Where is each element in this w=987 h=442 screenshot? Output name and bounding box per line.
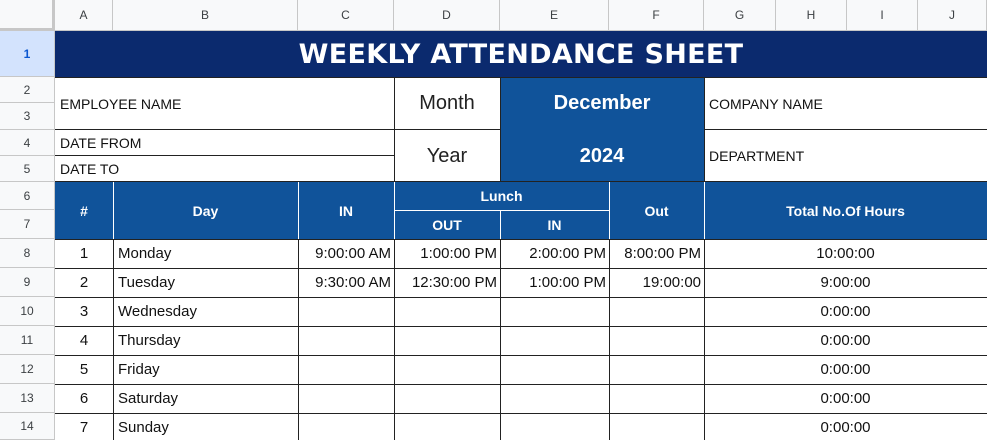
cell-out[interactable]: 19:00:00 xyxy=(642,274,701,291)
cell-day[interactable]: Tuesday xyxy=(118,274,175,291)
row-header-13[interactable]: 13 xyxy=(0,384,55,413)
row-header-12[interactable]: 12 xyxy=(0,355,55,384)
row-header-9[interactable]: 9 xyxy=(0,268,55,297)
select-all-corner[interactable] xyxy=(0,0,55,31)
month-label[interactable]: Month xyxy=(419,92,475,114)
column-header-e[interactable]: E xyxy=(500,0,609,31)
cell-total[interactable]: 10:00:00 xyxy=(816,245,875,262)
cell-lunch-out[interactable] xyxy=(394,326,500,355)
row-header-7[interactable]: 7 xyxy=(0,210,55,239)
cell-lunch-in[interactable] xyxy=(500,355,609,384)
header-number[interactable]: # xyxy=(55,182,113,239)
cell-lunch-in[interactable] xyxy=(500,384,609,413)
cell-lunch-in[interactable] xyxy=(500,326,609,355)
cell-total[interactable]: 9:00:00 xyxy=(820,274,871,291)
row-header-6[interactable]: 6 xyxy=(0,182,55,210)
cell-in[interactable] xyxy=(298,355,394,384)
cell-lunch-in[interactable] xyxy=(500,413,609,440)
cell-total[interactable]: 0:00:00 xyxy=(820,332,871,349)
column-header-c[interactable]: C xyxy=(298,0,394,31)
cell-out[interactable] xyxy=(609,413,704,440)
cell-total[interactable]: 0:00:00 xyxy=(820,303,871,320)
row-header-3[interactable]: 3 xyxy=(0,103,55,130)
column-header-b[interactable]: B xyxy=(113,0,298,31)
year-value[interactable]: 2024 xyxy=(500,130,704,182)
cell-total[interactable]: 0:00:00 xyxy=(820,419,871,436)
cell-lunch-out[interactable]: 12:30:00 PM xyxy=(411,274,497,291)
header-lunch-in[interactable]: IN xyxy=(500,210,609,239)
column-header-h[interactable]: H xyxy=(776,0,847,31)
cell-in[interactable] xyxy=(298,297,394,326)
cell-day[interactable]: Saturday xyxy=(118,390,179,407)
row-header-10[interactable]: 10 xyxy=(0,297,55,326)
column-header-f[interactable]: F xyxy=(609,0,704,31)
cell-number[interactable]: 6 xyxy=(79,390,89,407)
column-header-j[interactable]: J xyxy=(918,0,987,31)
row-header-2[interactable]: 2 xyxy=(0,77,55,103)
column-header-i[interactable]: I xyxy=(847,0,918,31)
date-from-label[interactable]: DATE FROM xyxy=(60,135,142,151)
cell-out[interactable] xyxy=(609,355,704,384)
cell-out[interactable]: 8:00:00 PM xyxy=(624,245,701,262)
cell-number[interactable]: 3 xyxy=(79,303,89,320)
header-lunch-out[interactable]: OUT xyxy=(394,210,500,239)
company-name-label[interactable]: COMPANY NAME xyxy=(709,95,823,112)
row-header-14[interactable]: 14 xyxy=(0,413,55,440)
column-header-a[interactable]: A xyxy=(55,0,113,31)
cell-out[interactable] xyxy=(609,297,704,326)
cell-day[interactable]: Sunday xyxy=(118,419,169,436)
cell-number[interactable]: 5 xyxy=(79,361,89,378)
cell-lunch-out[interactable] xyxy=(394,413,500,440)
cell-in[interactable] xyxy=(298,326,394,355)
column-header-d[interactable]: D xyxy=(394,0,500,31)
date-to-label[interactable]: DATE TO xyxy=(60,161,120,177)
cell-day[interactable]: Monday xyxy=(118,245,172,262)
cell-in[interactable] xyxy=(298,384,394,413)
cell-lunch-in[interactable]: 1:00:00 PM xyxy=(529,274,606,291)
column-header-g[interactable]: G xyxy=(704,0,776,31)
cell-lunch-out[interactable]: 1:00:00 PM xyxy=(420,245,497,262)
cell-in[interactable]: 9:00:00 AM xyxy=(315,245,391,262)
cell-number[interactable]: 7 xyxy=(79,419,89,436)
header-in[interactable]: IN xyxy=(298,182,394,239)
cell-day[interactable]: Wednesday xyxy=(118,303,197,320)
cell-total[interactable]: 0:00:00 xyxy=(820,361,871,378)
cell-day[interactable]: Friday xyxy=(118,361,160,378)
cell-total[interactable]: 0:00:00 xyxy=(820,390,871,407)
year-label[interactable]: Year xyxy=(426,144,468,167)
cell-number[interactable]: 4 xyxy=(79,332,89,349)
row-header-5[interactable]: 5 xyxy=(0,156,55,182)
cell-number[interactable]: 2 xyxy=(79,274,89,291)
cell-lunch-out[interactable] xyxy=(394,384,500,413)
employee-name-label[interactable]: EMPLOYEE NAME xyxy=(60,95,182,112)
cell-in[interactable] xyxy=(298,413,394,440)
cell-out[interactable] xyxy=(609,326,704,355)
header-lunch[interactable]: Lunch xyxy=(394,182,609,210)
cell-number[interactable]: 1 xyxy=(79,245,89,262)
cell-lunch-in[interactable]: 2:00:00 PM xyxy=(529,245,606,262)
header-total-hours[interactable]: Total No.Of Hours xyxy=(704,182,987,239)
row-header-8[interactable]: 8 xyxy=(0,239,55,268)
cell-lunch-out[interactable] xyxy=(394,355,500,384)
department-label[interactable]: DEPARTMENT xyxy=(709,148,805,164)
cell-lunch-in[interactable] xyxy=(500,297,609,326)
row-header-4[interactable]: 4 xyxy=(0,130,55,156)
cell-day[interactable]: Thursday xyxy=(118,332,181,349)
cell-out[interactable] xyxy=(609,384,704,413)
cell-lunch-out[interactable] xyxy=(394,297,500,326)
sheet-title[interactable]: WEEKLY ATTENDANCE SHEET xyxy=(55,31,987,77)
row-header-11[interactable]: 11 xyxy=(0,326,55,355)
cell-in[interactable]: 9:30:00 AM xyxy=(315,274,391,291)
header-out[interactable]: Out xyxy=(609,182,704,239)
row-header-1[interactable]: 1 xyxy=(0,31,55,77)
month-value[interactable]: December xyxy=(500,77,704,130)
header-day[interactable]: Day xyxy=(113,182,298,239)
